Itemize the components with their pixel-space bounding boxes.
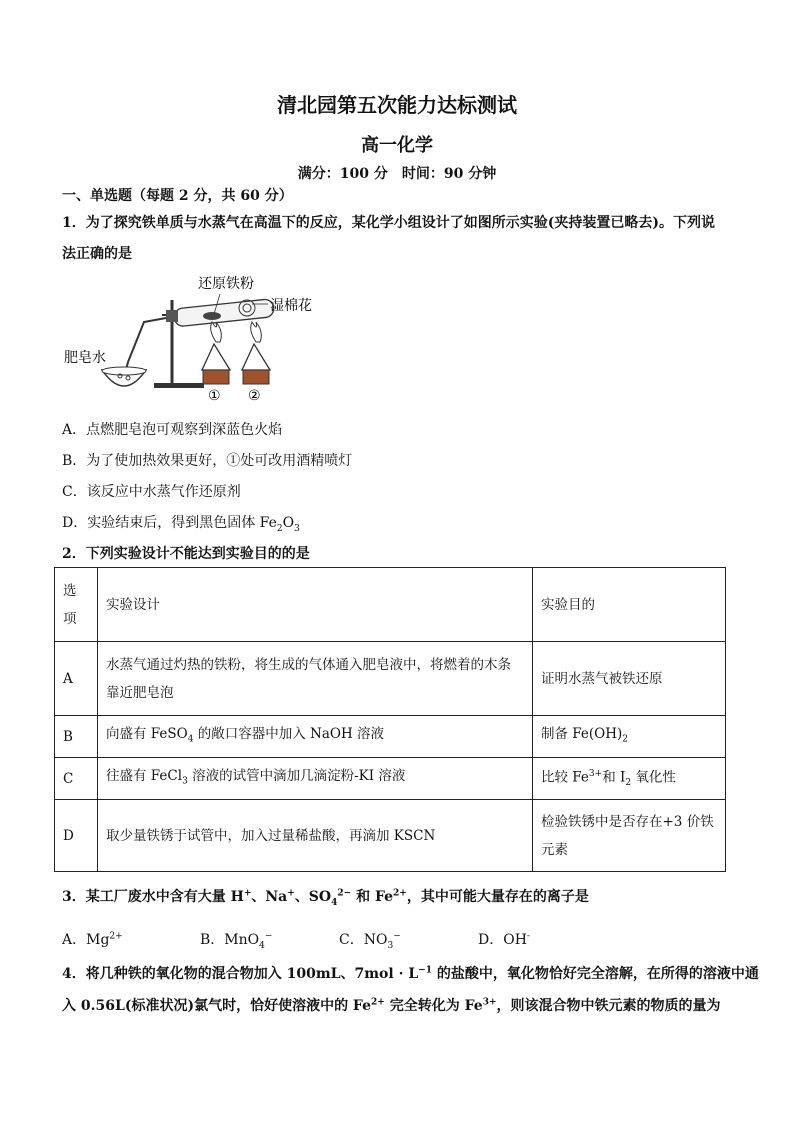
row-option: D — [55, 800, 98, 872]
label-wet-cotton: 湿棉花 — [270, 298, 312, 314]
label-iron-powder: 还原铁粉 — [198, 276, 254, 292]
flame-2 — [251, 322, 262, 342]
exam-score-info: 满分：100 分 时间：90 分钟 — [297, 166, 497, 182]
iron-powder — [203, 312, 221, 320]
row-purpose: 证明水蒸气被铁还原 — [533, 642, 726, 716]
flame-1 — [211, 322, 222, 342]
q1-stem-line2: 法正确的是 — [62, 246, 132, 262]
row-option: A — [55, 642, 98, 716]
q1-option-b[interactable]: B．为了使加热效果更好，①处可改用酒精喷灯 — [62, 453, 353, 469]
section-heading: 一、单选题（每题 2 分，共 60 分） — [62, 188, 293, 204]
q3-stem: 3．某工厂废水中含有大量 H+、Na+、$SO_4^{2-}$ 和 $Fe^{2+}$，其中可能大量存在的离子是 — [62, 888, 589, 908]
row-purpose: 检验铁锈中是否存在+3 价铁元素 — [533, 800, 726, 872]
table-row — [55, 800, 726, 872]
q4-stem-line1: 4．将几种铁的氧化物的混合物加入 100mL、$7mol \cdot L^{-1}$ 的盐酸中，氧化物恰好完全溶解，在所得的溶液中通 — [62, 965, 759, 982]
lamp-2 — [242, 344, 270, 370]
stand-base — [154, 383, 204, 388]
row-purpose: 比较 $Fe^{3+}$和 $I_2$ 氧化性 — [533, 758, 726, 800]
table-row — [55, 642, 726, 716]
row-design: 向盛有 FeSO$_4$ 的敞口容器中加入 NaOH 溶液 — [98, 716, 533, 758]
q3-option-c[interactable]: C．$NO_3^-$ — [339, 931, 401, 951]
exam-title: 清北园第五次能力达标测试 — [277, 93, 517, 117]
q3-option-a[interactable]: A．$Mg^{2+}$ — [62, 931, 123, 948]
header-purpose: 实验目的 — [533, 568, 726, 642]
label-lamp-1: ① — [208, 388, 221, 404]
row-purpose: 制备 $Fe(OH)_2$ — [533, 716, 726, 758]
q1-option-a[interactable]: A．点燃肥皂泡可观察到深蓝色火焰 — [62, 422, 283, 438]
exam-subject: 高一化学 — [361, 135, 433, 156]
lamp-1-block — [203, 370, 229, 384]
table-row — [55, 758, 726, 800]
label-lamp-2: ② — [248, 388, 261, 404]
lamp-2-block — [243, 370, 269, 384]
q1-option-d[interactable]: D．实验结束后，得到黑色固体 $Fe_2O_3$ — [62, 515, 300, 534]
q2-stem: 2．下列实验设计不能达到实验目的的是 — [62, 546, 310, 562]
q3-option-d[interactable]: D．OH- — [478, 931, 530, 948]
table-row — [55, 716, 726, 758]
q2-table — [54, 567, 726, 872]
row-option: B — [55, 716, 98, 758]
table-header-row — [55, 568, 726, 642]
q1-option-c[interactable]: C．该反应中水蒸气作还原剂 — [62, 484, 241, 500]
row-design: 取少量铁锈于试管中，加入过量稀盐酸，再滴加 KSCN — [98, 800, 533, 872]
q1-stem-line1: 1．为了探究铁单质与水蒸气在高温下的反应，某化学小组设计了如图所示实验(夹持装置已略去)。下列说 — [62, 215, 715, 231]
row-option: C — [55, 758, 98, 800]
q4-stem-line2: 入 0.56L(标准状况)氯气时，恰好使溶液中的 $Fe^{2+}$ 完全转化为 $Fe^{3+}$，则该混合物中铁元素的物质的量为 — [62, 997, 721, 1014]
tube-stopper — [166, 310, 178, 322]
apparatus-figure — [62, 270, 332, 405]
row-design: 往盛有 FeCl$_3$ 溶液的试管中滴加几滴淀粉-KI 溶液 — [98, 758, 533, 800]
q3-option-b[interactable]: B．MnO$_4$− — [200, 931, 273, 951]
header-option: 选项 — [55, 568, 98, 642]
row-design: 水蒸气通过灼热的铁粉，将生成的气体通入肥皂液中，将燃着的木条靠近肥皂泡 — [98, 642, 533, 716]
label-soap-water: 肥皂水 — [64, 350, 106, 366]
header-design: 实验设计 — [98, 568, 533, 642]
test-tube — [173, 299, 274, 327]
lamp-1 — [202, 344, 230, 370]
